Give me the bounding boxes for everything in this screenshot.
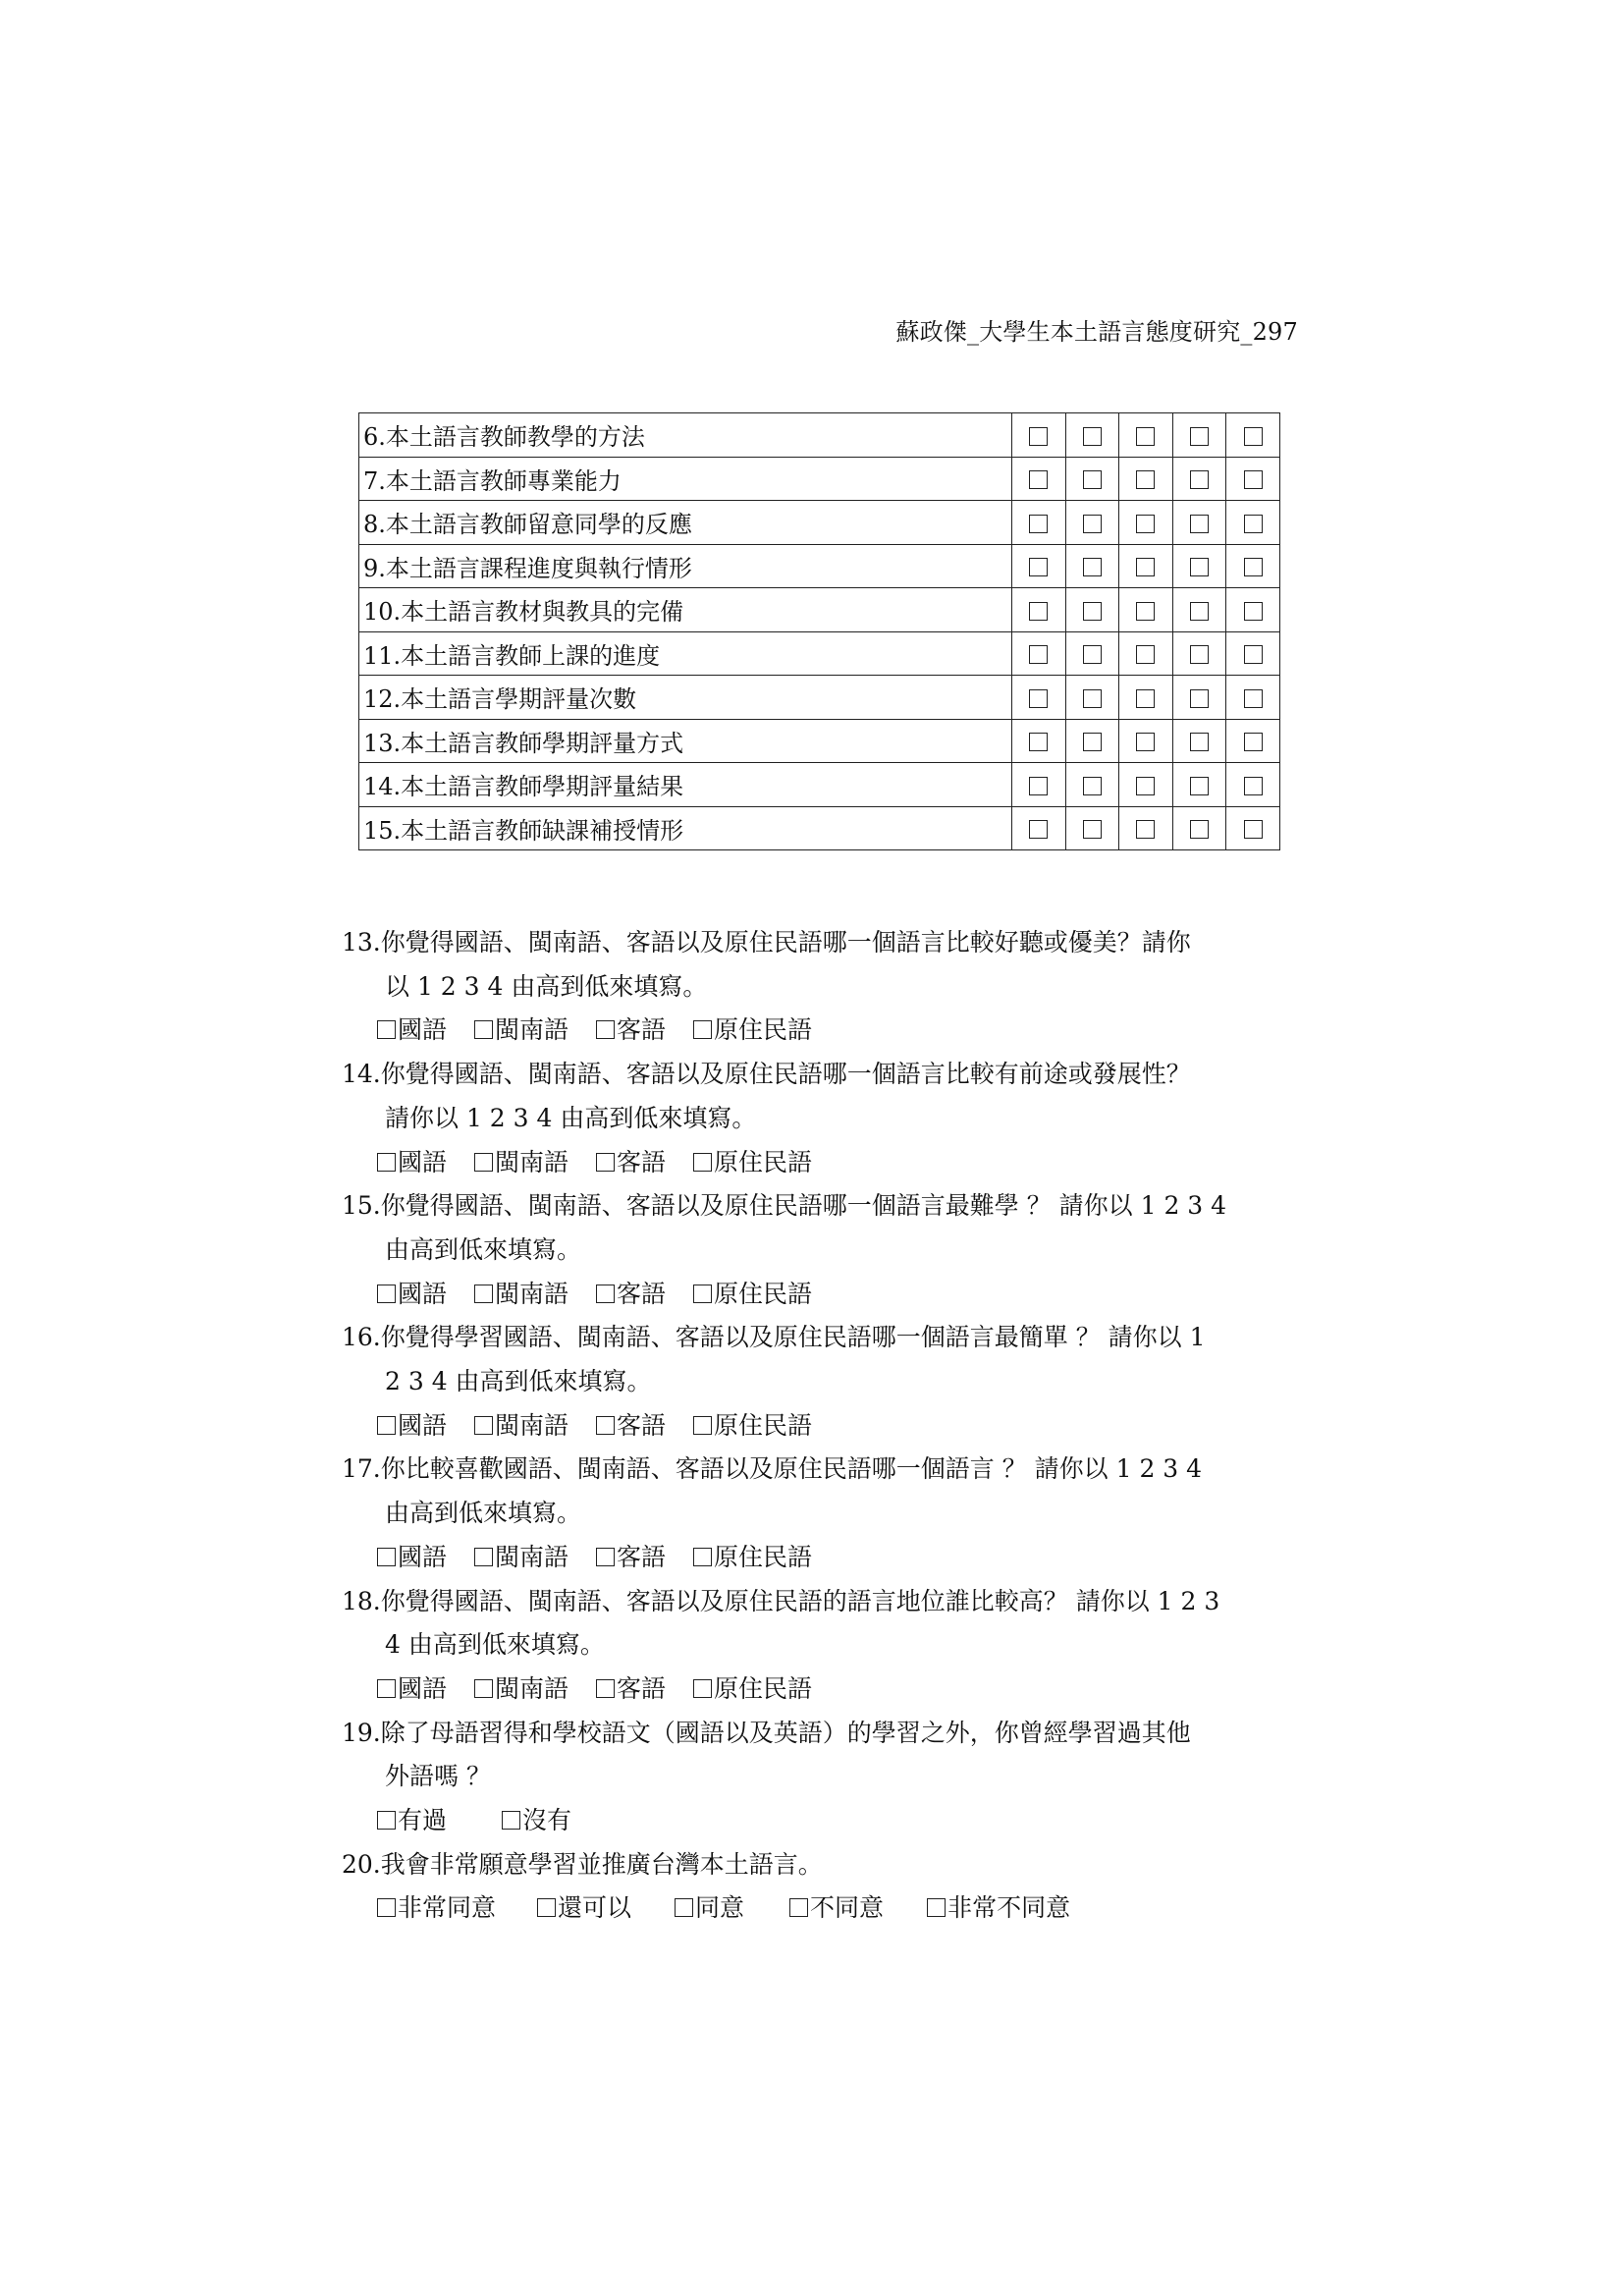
question-text-continued: 以 1 2 3 4 由高到低來填寫。 (385, 971, 708, 1001)
rating-cell (1226, 631, 1280, 676)
rating-cell (1065, 457, 1119, 501)
rating-cell (1172, 544, 1226, 588)
answer-option[interactable] (596, 1141, 666, 1185)
answer-option[interactable] (474, 1536, 568, 1580)
rating-checkbox[interactable] (1029, 820, 1048, 839)
table-row-label: 8.本土語言教師留意同學的反應 (359, 501, 1012, 545)
question-block (342, 1843, 1299, 1931)
answer-option[interactable] (596, 1273, 666, 1317)
answer-option-label: 沒有 (522, 1806, 572, 1835)
answer-option-label: 客語 (617, 1673, 667, 1703)
rating-checkbox[interactable] (1244, 427, 1263, 446)
rating-checkbox[interactable] (1190, 820, 1209, 839)
rating-checkbox[interactable] (1083, 602, 1102, 621)
rating-cell (1172, 763, 1226, 807)
table-row-label: 7.本土語言教師專業能力 (359, 457, 1012, 501)
answer-option[interactable] (377, 1536, 447, 1580)
question-text: 15.你覺得國語、閩南語、客語以及原住民語哪一個語言最難學 ？ 請你以 1 2 3 4 (342, 1191, 1227, 1221)
question-text-continued: 2 3 4 由高到低來填寫。 (385, 1367, 652, 1396)
rating-checkbox[interactable] (1190, 733, 1209, 751)
answer-option[interactable] (474, 1009, 568, 1053)
rating-cell (1012, 501, 1066, 545)
rating-checkbox[interactable] (1190, 470, 1209, 489)
answer-option-label: 客語 (617, 1015, 667, 1045)
rating-checkbox[interactable] (1029, 645, 1048, 664)
answer-option-label: 同意 (695, 1893, 745, 1923)
answer-option-label: 客語 (617, 1410, 667, 1440)
answer-option-label: 閩南語 (495, 1542, 569, 1571)
answer-option-label: 原住民語 (714, 1542, 813, 1571)
rating-checkbox[interactable] (1029, 427, 1048, 446)
answer-option-label: 閩南語 (495, 1673, 569, 1703)
rating-cell (1119, 631, 1173, 676)
question-block (342, 1053, 1299, 1184)
question-text: 19.除了母語習得和學校語文（國語以及英語）的學習之外，你曾經學習過其他 (342, 1718, 1191, 1747)
question-text: 20.我會非常願意學習並推廣台灣本土語言。 (342, 1849, 823, 1879)
answer-options (342, 1886, 1299, 1931)
answer-option-label: 有過 (398, 1806, 448, 1835)
checkbox[interactable] (789, 1898, 808, 1917)
checkbox[interactable] (693, 1020, 712, 1039)
checkbox[interactable] (474, 1548, 493, 1566)
question-block (342, 1712, 1299, 1843)
rating-checkbox[interactable] (1083, 689, 1102, 708)
rating-checkbox[interactable] (1029, 777, 1048, 795)
answer-option[interactable] (474, 1404, 568, 1449)
rating-cell (1226, 806, 1280, 850)
answer-option[interactable] (502, 1799, 571, 1843)
rating-checkbox[interactable] (1029, 470, 1048, 489)
answer-option[interactable] (474, 1273, 568, 1317)
answer-option-label: 國語 (398, 1147, 448, 1176)
answer-option[interactable] (377, 1404, 447, 1449)
table-row-label: 13.本土語言教師學期評量方式 (359, 719, 1012, 763)
answer-option-label: 客語 (617, 1279, 667, 1308)
rating-cell (1012, 806, 1066, 850)
answer-option-label: 閩南語 (495, 1015, 569, 1045)
rating-checkbox[interactable] (1244, 820, 1263, 839)
checkbox[interactable] (377, 1548, 396, 1566)
checkbox[interactable] (596, 1285, 615, 1303)
question-text: 18.你覺得國語、閩南語、客語以及原住民語的語言地位誰比較高？ 請你以 1 2 3 (342, 1586, 1220, 1615)
answer-option[interactable] (474, 1141, 568, 1185)
rating-cell (1065, 413, 1119, 458)
checkbox[interactable] (596, 1153, 615, 1172)
rating-cell (1065, 676, 1119, 720)
question-text-continued: 請你以 1 2 3 4 由高到低來填寫。 (385, 1103, 757, 1132)
rating-cell (1119, 676, 1173, 720)
checkbox[interactable] (377, 1153, 396, 1172)
rating-checkbox[interactable] (1136, 515, 1155, 533)
answer-option-label: 原住民語 (714, 1147, 813, 1176)
table-row (359, 676, 1280, 720)
rating-table (358, 412, 1280, 850)
question-text: 13.你覺得國語、閩南語、客語以及原住民語哪一個語言比較好聽或優美？請你 (342, 928, 1191, 957)
answer-options (342, 1667, 1299, 1712)
answer-option-label: 閩南語 (495, 1147, 569, 1176)
rating-checkbox[interactable] (1244, 777, 1263, 795)
answer-option[interactable] (377, 1273, 447, 1317)
rating-checkbox[interactable] (1083, 558, 1102, 576)
checkbox[interactable] (377, 1285, 396, 1303)
question-block (342, 1316, 1299, 1448)
table-row-label: 9.本土語言課程進度與執行情形 (359, 544, 1012, 588)
rating-cell (1172, 806, 1226, 850)
answer-option[interactable] (675, 1886, 744, 1931)
checkbox[interactable] (474, 1679, 493, 1698)
answer-option-label: 原住民語 (714, 1279, 813, 1308)
question-text: 16.你覺得學習國語、閩南語、客語以及原住民語哪一個語言最簡單 ？ 請你以 1 (342, 1323, 1206, 1352)
checkbox[interactable] (596, 1020, 615, 1039)
rating-checkbox[interactable] (1244, 645, 1263, 664)
checkbox[interactable] (502, 1811, 520, 1830)
rating-cell (1065, 719, 1119, 763)
answer-option-label: 國語 (398, 1410, 448, 1440)
question-text: 14.你覺得國語、閩南語、客語以及原住民語哪一個語言比較有前途或發展性？ (342, 1060, 1191, 1089)
checkbox[interactable] (537, 1898, 556, 1917)
rating-cell (1172, 413, 1226, 458)
rating-checkbox[interactable] (1083, 777, 1102, 795)
rating-cell (1172, 719, 1226, 763)
rating-checkbox[interactable] (1136, 733, 1155, 751)
rating-checkbox[interactable] (1190, 558, 1209, 576)
checkbox[interactable] (377, 1679, 396, 1698)
rating-checkbox[interactable] (1029, 602, 1048, 621)
rating-cell (1226, 763, 1280, 807)
rating-checkbox[interactable] (1244, 602, 1263, 621)
rating-checkbox[interactable] (1136, 820, 1155, 839)
rating-cell (1012, 763, 1066, 807)
checkbox[interactable] (693, 1285, 712, 1303)
question-block (342, 1184, 1299, 1316)
answer-option-label: 國語 (398, 1015, 448, 1045)
question-list (342, 921, 1299, 1931)
answer-option-label: 非常不同意 (947, 1893, 1071, 1923)
table-row-label: 14.本土語言教師學期評量結果 (359, 763, 1012, 807)
answer-option[interactable] (693, 1273, 812, 1317)
rating-cell (1012, 544, 1066, 588)
checkbox[interactable] (474, 1153, 493, 1172)
rating-checkbox[interactable] (1244, 515, 1263, 533)
question-block (342, 1580, 1299, 1712)
rating-checkbox[interactable] (1083, 515, 1102, 533)
answer-option-label: 不同意 (810, 1893, 885, 1923)
checkbox[interactable] (693, 1416, 712, 1435)
answer-option[interactable] (693, 1404, 812, 1449)
answer-option-label: 還可以 (558, 1893, 632, 1923)
rating-cell (1012, 719, 1066, 763)
checkbox[interactable] (596, 1679, 615, 1698)
rating-checkbox[interactable] (1083, 733, 1102, 751)
table-row (359, 763, 1280, 807)
answer-options (342, 1799, 1299, 1843)
rating-cell (1119, 501, 1173, 545)
rating-cell (1119, 457, 1173, 501)
question-text-continued: 由高到低來填寫。 (385, 1234, 582, 1264)
rating-checkbox[interactable] (1190, 515, 1209, 533)
rating-cell (1172, 676, 1226, 720)
rating-checkbox[interactable] (1029, 515, 1048, 533)
rating-cell (1226, 457, 1280, 501)
rating-cell (1172, 631, 1226, 676)
rating-cell (1226, 501, 1280, 545)
rating-checkbox[interactable] (1029, 733, 1048, 751)
rating-checkbox[interactable] (1136, 558, 1155, 576)
answer-option-label: 原住民語 (714, 1015, 813, 1045)
rating-cell (1119, 806, 1173, 850)
table-row (359, 457, 1280, 501)
answer-option[interactable] (596, 1009, 666, 1053)
rating-checkbox[interactable] (1244, 470, 1263, 489)
answer-options (342, 1404, 1299, 1449)
checkbox[interactable] (596, 1416, 615, 1435)
rating-checkbox[interactable] (1136, 470, 1155, 489)
rating-cell (1119, 544, 1173, 588)
table-row-label: 6.本土語言教師教學的方法 (359, 413, 1012, 458)
table-row-label: 10.本土語言教材與教具的完備 (359, 588, 1012, 632)
checkbox[interactable] (474, 1285, 493, 1303)
question-block (342, 1448, 1299, 1579)
rating-checkbox[interactable] (1244, 689, 1263, 708)
rating-checkbox[interactable] (1190, 427, 1209, 446)
rating-checkbox[interactable] (1029, 689, 1048, 708)
checkbox[interactable] (693, 1679, 712, 1698)
table-row (359, 806, 1280, 850)
rating-cell (1012, 676, 1066, 720)
answer-options (342, 1009, 1299, 1053)
answer-option[interactable] (693, 1536, 812, 1580)
table-row-label: 15.本土語言教師缺課補授情形 (359, 806, 1012, 850)
answer-option-label: 原住民語 (714, 1410, 813, 1440)
rating-cell (1226, 676, 1280, 720)
table-row (359, 588, 1280, 632)
answer-option-label: 客語 (617, 1147, 667, 1176)
answer-option-label: 國語 (398, 1542, 448, 1571)
rating-cell (1226, 719, 1280, 763)
answer-option[interactable] (537, 1886, 631, 1931)
rating-checkbox[interactable] (1190, 777, 1209, 795)
answer-option-label: 原住民語 (714, 1673, 813, 1703)
table-row (359, 719, 1280, 763)
rating-checkbox[interactable] (1136, 689, 1155, 708)
rating-checkbox[interactable] (1083, 427, 1102, 446)
rating-cell (1119, 719, 1173, 763)
checkbox[interactable] (675, 1898, 693, 1917)
table-row-label: 11.本土語言教師上課的進度 (359, 631, 1012, 676)
rating-checkbox[interactable] (1136, 777, 1155, 795)
answer-option-label: 閩南語 (495, 1410, 569, 1440)
answer-option[interactable] (693, 1141, 812, 1185)
checkbox[interactable] (377, 1811, 396, 1830)
rating-checkbox[interactable] (1029, 558, 1048, 576)
table-row (359, 501, 1280, 545)
answer-option[interactable] (377, 1667, 447, 1712)
answer-option[interactable] (693, 1667, 812, 1712)
rating-cell (1226, 544, 1280, 588)
answer-options (342, 1273, 1299, 1317)
rating-cell (1119, 588, 1173, 632)
question-text: 17.你比較喜歡國語、閩南語、客語以及原住民語哪一個語言 ？ 請你以 1 2 3 4 (342, 1454, 1203, 1484)
rating-cell (1012, 588, 1066, 632)
checkbox[interactable] (596, 1548, 615, 1566)
rating-checkbox[interactable] (1083, 470, 1102, 489)
rating-cell (1012, 457, 1066, 501)
checkbox[interactable] (377, 1020, 396, 1039)
checkbox[interactable] (693, 1153, 712, 1172)
table-row (359, 413, 1280, 458)
rating-cell (1172, 501, 1226, 545)
rating-cell (1119, 763, 1173, 807)
question-text-continued: 由高到低來填寫。 (385, 1499, 582, 1528)
checkbox[interactable] (377, 1898, 396, 1917)
question-text-continued: 外語嗎 ？ (385, 1762, 491, 1791)
table-row (359, 544, 1280, 588)
rating-cell (1065, 806, 1119, 850)
answer-option[interactable] (789, 1886, 884, 1931)
answer-option[interactable] (377, 1886, 496, 1931)
answer-option-label: 國語 (398, 1279, 448, 1308)
checkbox[interactable] (474, 1020, 493, 1039)
answer-option[interactable] (377, 1799, 447, 1843)
answer-option[interactable] (927, 1886, 1070, 1931)
rating-checkbox[interactable] (1244, 733, 1263, 751)
answer-option[interactable] (377, 1141, 447, 1185)
rating-cell (1119, 413, 1173, 458)
answer-option-label: 客語 (617, 1542, 667, 1571)
rating-cell (1065, 588, 1119, 632)
rating-checkbox[interactable] (1190, 689, 1209, 708)
answer-option[interactable] (596, 1667, 666, 1712)
checkbox[interactable] (927, 1898, 946, 1917)
answer-option[interactable] (693, 1009, 812, 1053)
answer-option-label: 非常同意 (398, 1893, 497, 1923)
answer-option[interactable] (377, 1009, 447, 1053)
rating-cell (1065, 544, 1119, 588)
rating-cell (1172, 457, 1226, 501)
question-block (342, 921, 1299, 1053)
rating-cell (1172, 588, 1226, 632)
rating-cell (1065, 501, 1119, 545)
answer-options (342, 1536, 1299, 1580)
answer-option-label: 閩南語 (495, 1279, 569, 1308)
rating-cell (1226, 413, 1280, 458)
rating-checkbox[interactable] (1244, 558, 1263, 576)
rating-cell (1226, 588, 1280, 632)
rating-checkbox[interactable] (1136, 427, 1155, 446)
answer-option-label: 國語 (398, 1673, 448, 1703)
checkbox[interactable] (377, 1416, 396, 1435)
rating-cell (1065, 763, 1119, 807)
answer-options (342, 1141, 1299, 1185)
checkbox[interactable] (693, 1548, 712, 1566)
table-row (359, 631, 1280, 676)
rating-cell (1012, 413, 1066, 458)
rating-cell (1012, 631, 1066, 676)
rating-cell (1065, 631, 1119, 676)
answer-option[interactable] (596, 1536, 666, 1580)
rating-checkbox[interactable] (1136, 645, 1155, 664)
answer-option[interactable] (596, 1404, 666, 1449)
rating-checkbox[interactable] (1083, 645, 1102, 664)
rating-checkbox[interactable] (1136, 602, 1155, 621)
page-header: 蘇政傑_大學生本土語言態度研究_297 (895, 318, 1298, 346)
checkbox[interactable] (474, 1416, 493, 1435)
answer-option[interactable] (474, 1667, 568, 1712)
rating-checkbox[interactable] (1083, 820, 1102, 839)
table-row-label: 12.本土語言學期評量次數 (359, 676, 1012, 720)
question-text-continued: 4 由高到低來填寫。 (385, 1630, 605, 1660)
rating-checkbox[interactable] (1190, 602, 1209, 621)
rating-checkbox[interactable] (1190, 645, 1209, 664)
